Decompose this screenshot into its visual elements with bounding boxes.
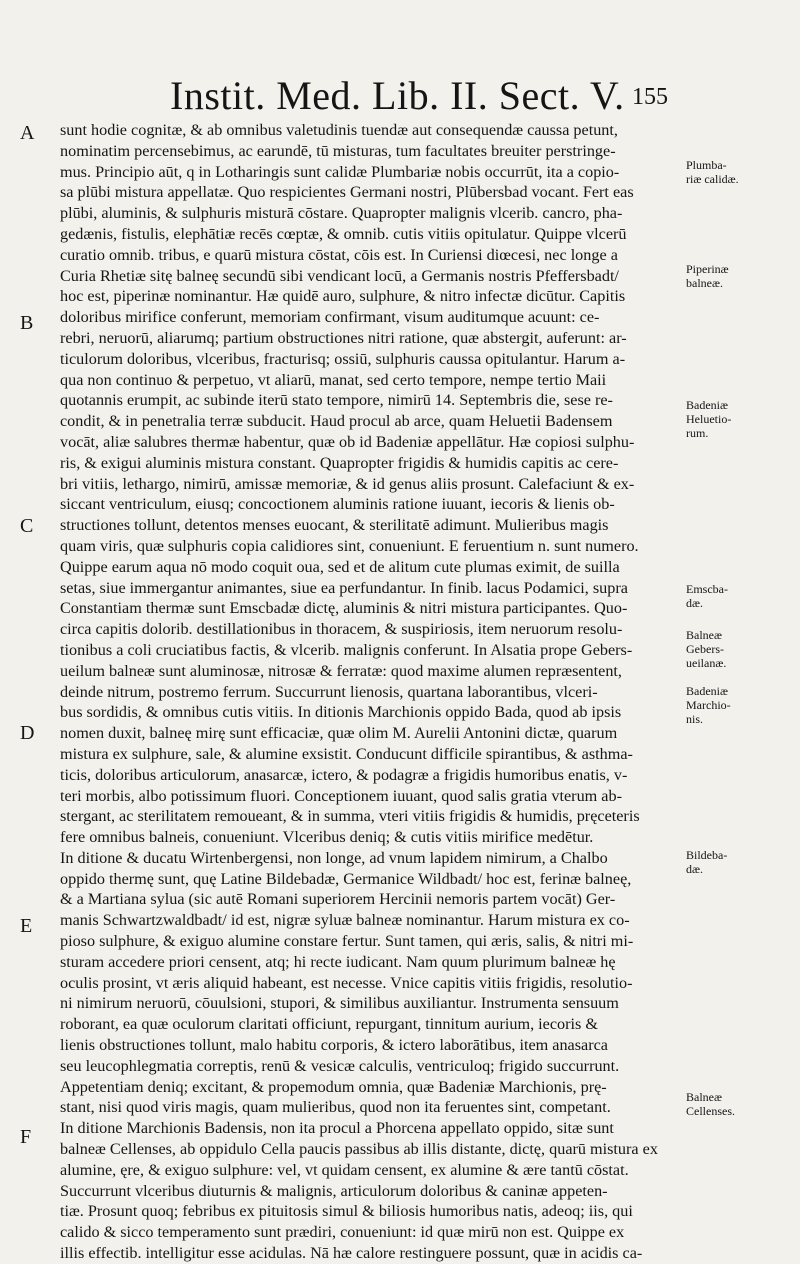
margin-note-line: Emscba- bbox=[686, 582, 728, 596]
text-line: curatio omnib. tribus, e quarū mistura cōstat, cōis est. In Curiensi diœcesi, nec longe a bbox=[60, 245, 618, 264]
text-line: stergant, ac sterilitatem remoueant, & in summa, vteri vitiis frigidis & humidis, pręceteris bbox=[60, 807, 640, 826]
text-line: sa plūbi mistura appellatæ. Quo respicientes Germani nostri, Plūbersbad vocant. Fert eas bbox=[60, 183, 634, 202]
margin-note-line: Heluetio- bbox=[686, 412, 732, 426]
text-line: nominatim percensebimus, ac earundē, tū misturas, tum facultates breuiter perstringe- bbox=[60, 141, 616, 160]
text-line: quotannis erumpit, ac subinde iterū stato tempore, nimirū 14. Septembris die, sese re- bbox=[60, 391, 613, 410]
text-line: Constantiam thermæ sunt Emscbadæ dictę, aluminis & nitri mistura participantes. Quo- bbox=[60, 599, 628, 618]
margin-note-line: Bildeba- bbox=[686, 848, 728, 862]
margin-note-line: dæ. bbox=[686, 596, 704, 610]
text-line: oculis prosint, vt æris aliquid habeant, est necesse. Vnice capitis vitiis frigidis, resolutio- bbox=[60, 973, 633, 992]
page-header bbox=[170, 72, 690, 122]
margin-note bbox=[686, 1090, 796, 1118]
text-line: mistura ex sulphure, sale, & alumine exsistit. Conducunt difficile spirantibus, & asthma- bbox=[60, 744, 633, 763]
section-letter-d: D bbox=[20, 722, 35, 744]
text-line: bri vitiis, lethargo, nimirū, amissæ memoriæ, & id genus aliis prosunt. Calefaciunt & ex- bbox=[60, 474, 635, 493]
text-line: ueilum balneæ sunt aluminosæ, nitrosæ & ferratæ: quod maxime alumen repræsentent, bbox=[60, 661, 622, 680]
text-line: teri morbis, albo potissimum fluori. Conceptionem iuuant, quod salis gratia vterum ab- bbox=[60, 786, 622, 805]
text-line: sunt hodie cognitæ, & ab omnibus valetudinis tuendæ aut consequendæ caussa petunt, bbox=[60, 121, 618, 139]
margin-note bbox=[686, 398, 796, 440]
body-text bbox=[60, 120, 684, 1264]
margin-note-line: Piperinæ bbox=[686, 262, 729, 276]
text-line: sturam accedere priori censent, atq; hi recte iudicant. Nam quum plurimum balneæ hę bbox=[60, 952, 616, 971]
margin-note-line: Balneæ bbox=[686, 628, 722, 642]
margin-note-line: balneæ. bbox=[686, 276, 723, 290]
text-line: In ditione Marchionis Badensis, non ita procul a Phorcena appellato oppido, sitæ sunt bbox=[60, 1119, 614, 1138]
margin-note-line: Plumba- bbox=[686, 158, 727, 172]
text-line: Curia Rhetiæ sitę balneę secundū sibi vendicant locū, a Germanis nostris Pfeffersbadt/ bbox=[60, 266, 619, 285]
margin-note bbox=[686, 158, 796, 186]
margin-note bbox=[686, 262, 796, 290]
margin-note bbox=[686, 628, 796, 670]
text-line: ris, & exigui aluminis mistura constant. Quapropter frigidis & humidis capitis ac cere- bbox=[60, 453, 619, 472]
margin-note-line: ueilanæ. bbox=[686, 656, 727, 670]
margin-note bbox=[686, 684, 796, 726]
text-line: In ditione & ducatu Wirtenbergensi, non longe, ad vnum lapidem nimirum, a Chalbo bbox=[60, 848, 608, 867]
text-line: Succurrunt vlceribus diuturnis & malignis, articulorum doloribus & caninæ appeten- bbox=[60, 1181, 608, 1200]
text-line: manis Schwartzwaldbadt/ id est, nigræ syluæ balneæ nominantur. Harum mistura ex co- bbox=[60, 911, 630, 930]
text-line: qua non continuo & perpetuo, vt aliarū, manat, sed certo tempore, nempe tertio Maii bbox=[60, 370, 607, 389]
text-line: deinde nitrum, postremo ferrum. Succurrunt lienosis, quartana laborantibus, vlceri- bbox=[60, 682, 598, 701]
text-line: seu leucophlegmatia correptis, renū & vesicæ calculis, ventriculoq; frigido succurrunt. bbox=[60, 1056, 620, 1075]
text-line: illis effectib. intelligitur esse acidulas. Nā hæ calore restinguere possunt, quæ in acidis ca- bbox=[60, 1244, 643, 1263]
text-line: condit, & in penetralia terræ subducit. Haud procul ab arce, quam Heluetii Badensem bbox=[60, 412, 613, 431]
page-number: 155 bbox=[632, 84, 668, 110]
text-line: plūbi, aluminis, & sulphuris misturā cōstare. Quapropter malignis vlcerib. cancro, pha- bbox=[60, 204, 623, 223]
text-line: hoc est, piperinæ nominantur. Hæ quidē auro, sulphure, & nitro infectæ dicūtur. Capitis bbox=[60, 287, 626, 306]
margin-note-line: rum. bbox=[686, 426, 709, 440]
margin-note-line: Badeniæ bbox=[686, 684, 728, 698]
text-line: fere omnibus balneis, conueniunt. Vlceribus deniq; & cutis vitiis mirifice medētur. bbox=[60, 828, 594, 847]
margin-note bbox=[686, 848, 796, 876]
text-line: balneæ Cellenses, ab oppidulo Cella paucis passibus ab illis distante, dictę, quarū mistura ex bbox=[60, 1140, 658, 1159]
section-letter-e: E bbox=[20, 915, 33, 937]
text-line: calido & sicco temperamento sunt prædiri, conueniunt: id quæ mirū non est. Quippe ex bbox=[60, 1223, 625, 1242]
margin-note-line: Badeniæ bbox=[686, 398, 728, 412]
text-line: & a Martiana sylua (sic autē Romani superiorem Hercinii nemoris partem vocāt) Ger- bbox=[60, 890, 616, 909]
margin-note-line: Marchio- bbox=[686, 698, 731, 712]
margin-note-line: dæ. bbox=[686, 862, 704, 876]
text-line: quam viris, quæ sulphuris copia calidiores sint, conueniunt. E feruentium n. sunt numero. bbox=[60, 536, 639, 555]
text-line: tionibus a coli cruciatibus factis, & vlcerib. malignis conferunt. In Alsatia prope Gebers- bbox=[60, 640, 633, 659]
text-line: bus sordidis, & omnibus cutis vitiis. In ditionis Marchionis oppido Bada, quod ab ipsis bbox=[60, 703, 622, 722]
text-line: pioso sulphure, & exiguo alumine constare fertur. Sunt tamen, qui æris, salis, & nitri mi- bbox=[60, 932, 634, 951]
text-line: doloribus mirifice conferunt, memoriam confirmant, visum auditumque acuunt: ce- bbox=[60, 308, 600, 327]
text-line: lienis obstructiones tollunt, malo habitu corporis, & ictero laborātibus, item anasarca bbox=[60, 1036, 608, 1055]
text-line: rebri, neruorū, aliarumq; partium obstructiones nitri ratione, quæ abstergit, auferunt: ar- bbox=[60, 328, 627, 347]
section-letter-a: A bbox=[20, 122, 35, 144]
margin-note-line: Cellenses. bbox=[686, 1104, 735, 1118]
running-title: Instit. Med. Lib. II. Sect. V. bbox=[170, 73, 625, 118]
text-line: ticis, doloribus articulorum, anasarcæ, ictero, & podagræ a frigidis humoribus enatis, v- bbox=[60, 765, 628, 784]
text-line: alumine, ęre, & exiguo sulphure: vel, vt quidam censent, ex alumine & ære tantū cōstat. bbox=[60, 1160, 629, 1179]
text-line: ticulorum doloribus, vlceribus, fracturisq; ossiū, sulphuris caussa opitulantur. Harum a- bbox=[60, 349, 626, 368]
text-line: gedænis, fistulis, elephātiæ recēs cœptæ, & omnib. cutis vitiis opitulatur. Quippe vlcerū bbox=[60, 224, 627, 243]
text-line: tiæ. Prosunt quoq; febribus ex pituitosis simul & biliosis humoribus natis, adeoq; iis, qui bbox=[60, 1202, 633, 1221]
text-line: Appetentiam deniq; excitant, & propemodum omnia, quæ Badeniæ Marchionis, prę- bbox=[60, 1077, 607, 1096]
section-letter-c: C bbox=[20, 515, 34, 537]
text-line: setas, siue immergantur animantes, siue ea perfundantur. In finib. lacus Podamici, supra bbox=[60, 578, 628, 597]
margin-note-line: Gebers- bbox=[686, 642, 724, 656]
margin-note-line: Balneæ bbox=[686, 1090, 722, 1104]
text-line: siccant ventriculum, eiusq; concoctionem aluminis ratione iuuant, iecoris & lienis ob- bbox=[60, 495, 615, 514]
text-line: structiones tollunt, detentos menses euocant, & sterilitatē adimunt. Mulieribus magis bbox=[60, 516, 609, 535]
text-line: circa capitis dolorib. destillationibus in thoracem, & suspiriosis, item neruorum resolu- bbox=[60, 620, 623, 639]
text-line: oppido thermę sunt, quę Latine Bildebadæ, Germanice Wildbadt/ hoc est, ferinæ balneę, bbox=[60, 869, 632, 888]
section-letter-f: F bbox=[20, 1126, 32, 1148]
text-line: ni nimirum neruorū, cōuulsioni, stupori, & similibus auxiliantur. Instrumenta sensuum bbox=[60, 994, 619, 1013]
text-line: nomen duxit, balneę mirę sunt efficaciæ, quæ olim M. Aurelii Antonini dictæ, quarum bbox=[60, 724, 618, 743]
margin-note-line: riæ calidæ. bbox=[686, 172, 739, 186]
text-line: roborant, ea quæ oculorum claritati officiunt, repurgant, tinnitum aurium, iecoris & bbox=[60, 1015, 598, 1034]
text-line: mus. Principio aūt, q in Lotharingis sunt calidæ Plumbariæ nobis occurrūt, ita a copio- bbox=[60, 162, 620, 181]
text-line: stant, nisi quod viris magis, quam mulieribus, quod non ita feruentes sint, competant. bbox=[60, 1098, 611, 1117]
margin-note-line: nis. bbox=[686, 712, 704, 726]
margin-note bbox=[686, 582, 796, 610]
text-line: vocāt, aliæ salubres thermæ habentur, quæ ob id Badeniæ appellātur. Hæ copiosi sulphu- bbox=[60, 432, 635, 451]
text-line: Quippe earum aqua nō modo coquit oua, sed et de alitum cute plumas eximit, de suilla bbox=[60, 557, 620, 576]
section-letter-b: B bbox=[20, 312, 34, 334]
